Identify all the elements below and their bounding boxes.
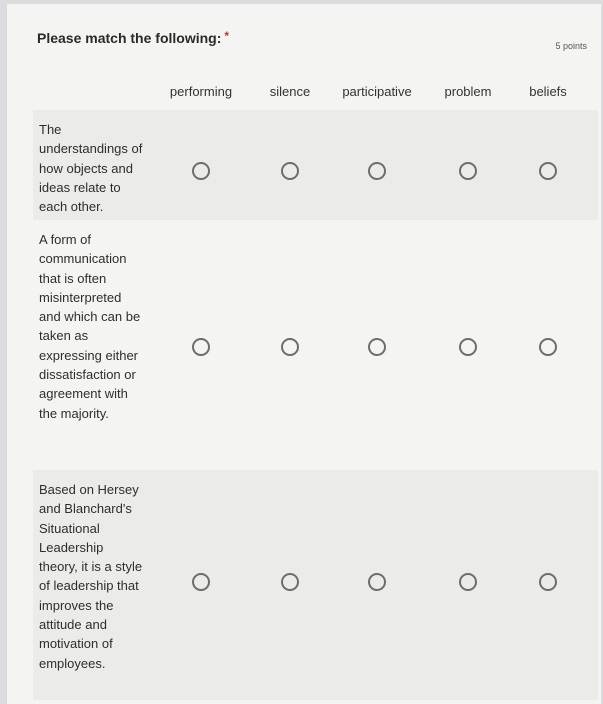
radio-row3-problem[interactable] bbox=[459, 573, 477, 591]
row-label-2: A form of communication that is often misinterpreted and which can be taken as expressing either dissatisfaction or agreement with the majority. bbox=[39, 232, 141, 421]
column-header-performing: performing bbox=[169, 84, 233, 99]
radio-row2-silence[interactable] bbox=[281, 338, 299, 356]
column-header-problem: problem bbox=[444, 84, 492, 99]
row-label-1: The understandings of how objects and ideas relate to each other. bbox=[39, 122, 143, 215]
radio-row3-performing[interactable] bbox=[192, 573, 210, 591]
radio-row1-performing[interactable] bbox=[192, 162, 210, 180]
column-header-silence: silence bbox=[269, 84, 311, 99]
question-title-text: Please match the following: bbox=[37, 30, 222, 46]
radio-row2-beliefs[interactable] bbox=[539, 338, 557, 356]
radio-row1-beliefs[interactable] bbox=[539, 162, 557, 180]
question-title bbox=[37, 30, 229, 46]
radio-row1-participative[interactable] bbox=[368, 162, 386, 180]
radio-row3-silence[interactable] bbox=[281, 573, 299, 591]
grid-row-1 bbox=[33, 110, 598, 220]
grid-row-3 bbox=[33, 470, 598, 700]
row-label-3: Based on Hersey and Blanchard's Situational Leadership theory, it is a style of leadership that improves the attitude and motivation of employees. bbox=[39, 482, 143, 671]
radio-row3-participative[interactable] bbox=[368, 573, 386, 591]
question-card bbox=[6, 4, 601, 704]
radio-row2-participative[interactable] bbox=[368, 338, 386, 356]
column-header-participative: participative bbox=[342, 84, 412, 99]
column-header-beliefs: beliefs bbox=[529, 84, 567, 99]
radio-row1-silence[interactable] bbox=[281, 162, 299, 180]
radio-row2-performing[interactable] bbox=[192, 338, 210, 356]
radio-row1-problem[interactable] bbox=[459, 162, 477, 180]
points-label: 5 points bbox=[555, 41, 587, 51]
required-marker: * bbox=[224, 29, 230, 43]
grid-row-2 bbox=[33, 220, 598, 470]
radio-row2-problem[interactable] bbox=[459, 338, 477, 356]
radio-row3-beliefs[interactable] bbox=[539, 573, 557, 591]
